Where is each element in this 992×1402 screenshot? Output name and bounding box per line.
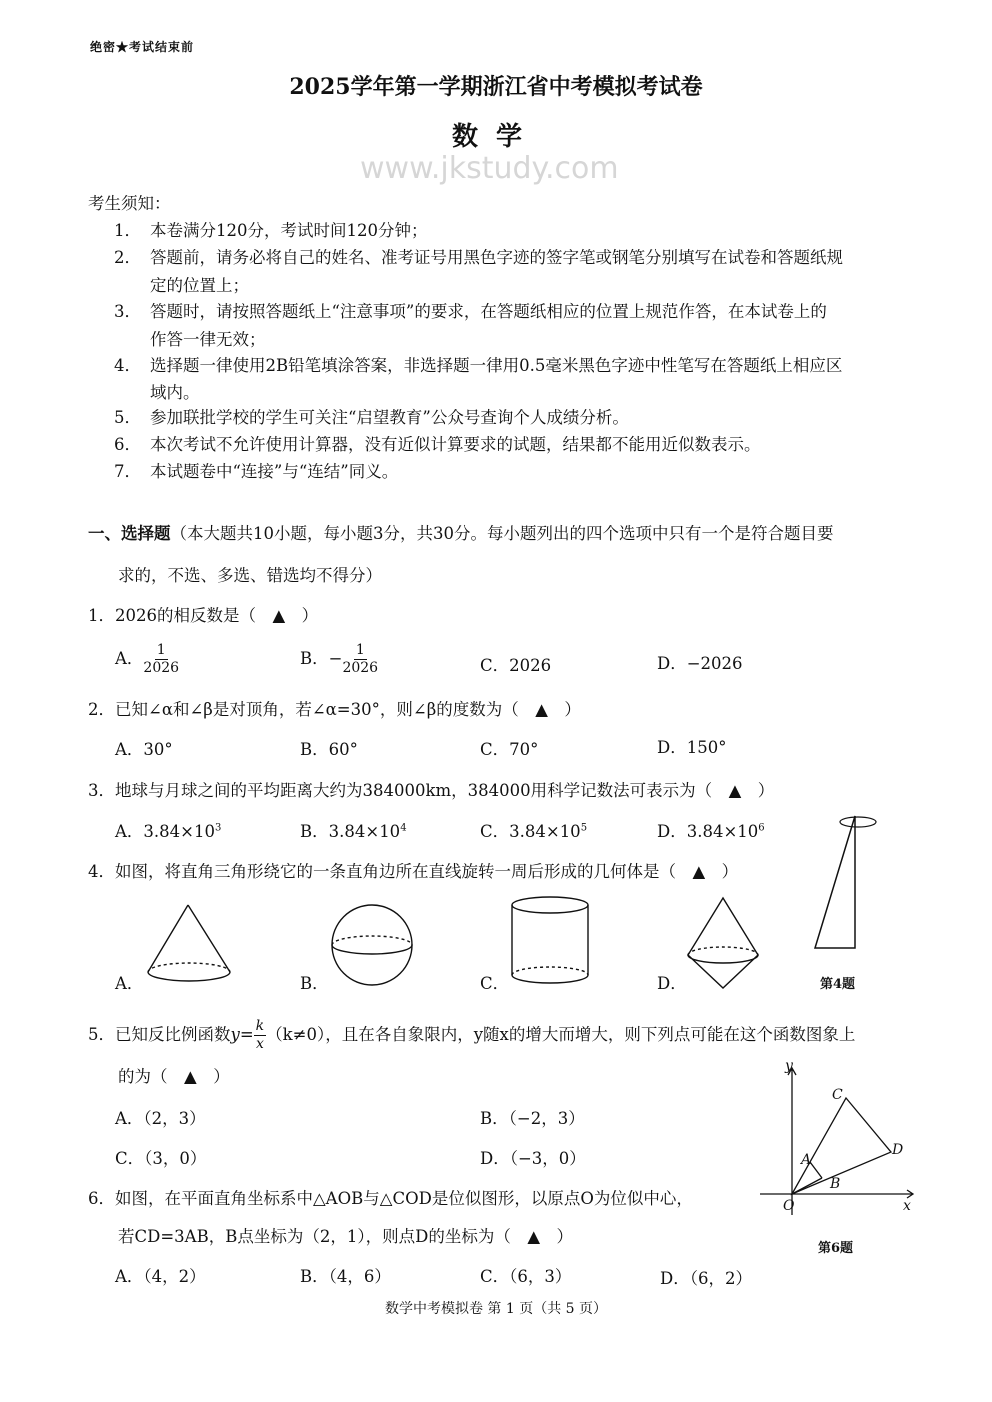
q1-stem: 1．2026的相反数是（ ▲ ） (88, 606, 319, 625)
cone-icon (140, 900, 240, 985)
q4-option-b[interactable]: B． (300, 974, 329, 993)
q3-stem: 3．地球与月球之间的平均距离大约为384000km，384000用科学记数法可表示为（ ▲ ） (88, 781, 775, 800)
section-desc-2: 求的，不选、多选、错选均不得分） (118, 566, 382, 585)
q6-stem: 6．如图，在平面直角坐标系中△AOB与△COD是位似图形，以原点O为位似中心， (88, 1189, 693, 1208)
q5-stem: 5．已知反比例函数y= $\frac{k}{x}$ （k≠0），且在各自象限内，y随x的增大而增大，则下列点可能在这个函数图象上 (88, 1018, 856, 1052)
notice-item-text: 参加联批学校的学生可关注“启望教育”公众号查询个人成绩分析。 (150, 408, 629, 427)
section-title: 一、选择题 (88, 524, 171, 543)
q5-option-a[interactable]: A．（2，3） (115, 1109, 206, 1128)
q6-option-a[interactable]: A．（4，2） (115, 1267, 206, 1286)
q6-x-label: x (903, 1198, 911, 1214)
notice-item-number: 6． (114, 435, 141, 454)
q6-option-c[interactable]: C．（6，3） (480, 1267, 572, 1286)
notice-item-text: 作答一律无效； (150, 330, 266, 349)
notice-item-number: 3． (114, 302, 141, 321)
q4-caption: 第4题 (820, 977, 856, 992)
q6-stem-2: 若CD=3AB，B点坐标为（2，1），则点D的坐标为（ ▲ ） (118, 1227, 574, 1246)
q2-option-a[interactable]: A．30° (115, 740, 173, 759)
section-header (88, 520, 834, 544)
q5-option-c[interactable]: C．（3，0） (115, 1149, 207, 1168)
q4-option-c[interactable]: C． (480, 974, 510, 993)
q4-stem: 4．如图，将直角三角形绕它的一条直角边所在直线旋转一周后形成的几何体是（ ▲ ） (88, 862, 739, 881)
q1-option-a[interactable]: A． $\frac{1}{2026}$ (115, 642, 180, 676)
q6-point-d-label: D (892, 1142, 904, 1158)
q5-option-d[interactable]: D．（−3，0） (480, 1149, 586, 1168)
notice-item-text: 本次考试不允许使用计算器，没有近似计算要求的试题，结果都不能用近似数表示。 (150, 435, 761, 454)
subject-title: 数学 (451, 122, 540, 152)
confidential-mark: 绝密★考试结束前 (90, 40, 195, 54)
notice-item-number: 4． (114, 356, 141, 375)
q1-option-c[interactable]: C．2026 (480, 656, 552, 675)
notice-item-number: 2． (114, 248, 141, 267)
notice-item-text: 答题前，请务必将自己的姓名、准考证号用黑色字迹的签字笔或钢笔分别填写在试卷和答题纸规 (150, 248, 843, 267)
q6-option-b[interactable]: B．（4，6） (300, 1267, 391, 1286)
notice-item-number: 1． (114, 221, 141, 240)
q6-origin-label: O (783, 1198, 795, 1214)
notice-item-text: 域内。 (150, 383, 200, 402)
q2-option-b[interactable]: B．60° (300, 740, 358, 759)
q4-option-d[interactable]: D． (657, 974, 687, 993)
q2-option-d[interactable]: D．150° (657, 738, 727, 757)
q1-option-b[interactable]: B．− $\frac{1}{2026}$ (300, 642, 379, 676)
q3-option-d[interactable]: D．$3.84\times 10^6$ (657, 822, 765, 841)
sphere-icon (325, 902, 420, 992)
q6-point-c-label: C (832, 1087, 843, 1103)
q6-y-label: y (785, 1058, 793, 1074)
q3-option-a[interactable]: A．$3.84\times 10^3$ (115, 822, 222, 841)
notice-item-number: 7． (114, 462, 141, 481)
q6-option-d[interactable]: D．（6，2） (660, 1269, 752, 1288)
cylinder-icon (505, 893, 595, 993)
notice-item-text: 本试题卷中“连接”与“连结”同义。 (150, 462, 399, 481)
notice-item-text: 定的位置上； (150, 276, 249, 295)
q1-option-d[interactable]: D．−2026 (657, 654, 743, 673)
q4-triangle-figure (800, 810, 910, 950)
q3-option-b[interactable]: B．$3.84\times 10^4$ (300, 822, 407, 841)
q5-stem-2: 的为（ ▲ ） (118, 1067, 230, 1086)
q6-point-a-label: A (801, 1152, 812, 1168)
exam-title: 2025学年第一学期浙江省中考模拟考试卷 (289, 74, 703, 100)
page-footer: 数学中考模拟卷 第 1 页（共 5 页） (384, 1301, 608, 1317)
double-cone-icon (683, 893, 763, 993)
q5-option-b[interactable]: B．（−2，3） (480, 1109, 585, 1128)
q6-coordinate-figure (755, 1060, 925, 1220)
notice-item-text: 答题时，请按照答题纸上“注意事项”的要求，在答题纸相应的位置上规范作答，在本试卷上的 (150, 302, 827, 321)
q6-caption: 第6题 (818, 1241, 854, 1256)
notice-item-text: 本卷满分120分，考试时间120分钟； (150, 221, 428, 240)
q4-option-a[interactable]: A． (115, 974, 144, 993)
notice-item-number: 5． (114, 408, 141, 427)
q2-option-c[interactable]: C．70° (480, 740, 539, 759)
section-desc: （本大题共10小题，每小题3分，共30分。每小题列出的四个选项中只有一个是符合题目要 (170, 524, 834, 543)
watermark: www.jkstudy.com (360, 151, 619, 186)
notice-item-text: 选择题一律使用2B铅笔填涂答案，非选择题一律用0.5毫米黑色字迹中性笔写在答题纸上相应区 (150, 356, 843, 375)
q2-stem: 2．已知∠α和∠β是对顶角，若∠α=30°，则∠β的度数为（ ▲ ） (88, 700, 581, 719)
q6-point-b-label: B (830, 1176, 841, 1192)
notice-heading: 考生须知： (88, 194, 171, 213)
q3-option-c[interactable]: C．$3.84\times 10^5$ (480, 822, 588, 841)
